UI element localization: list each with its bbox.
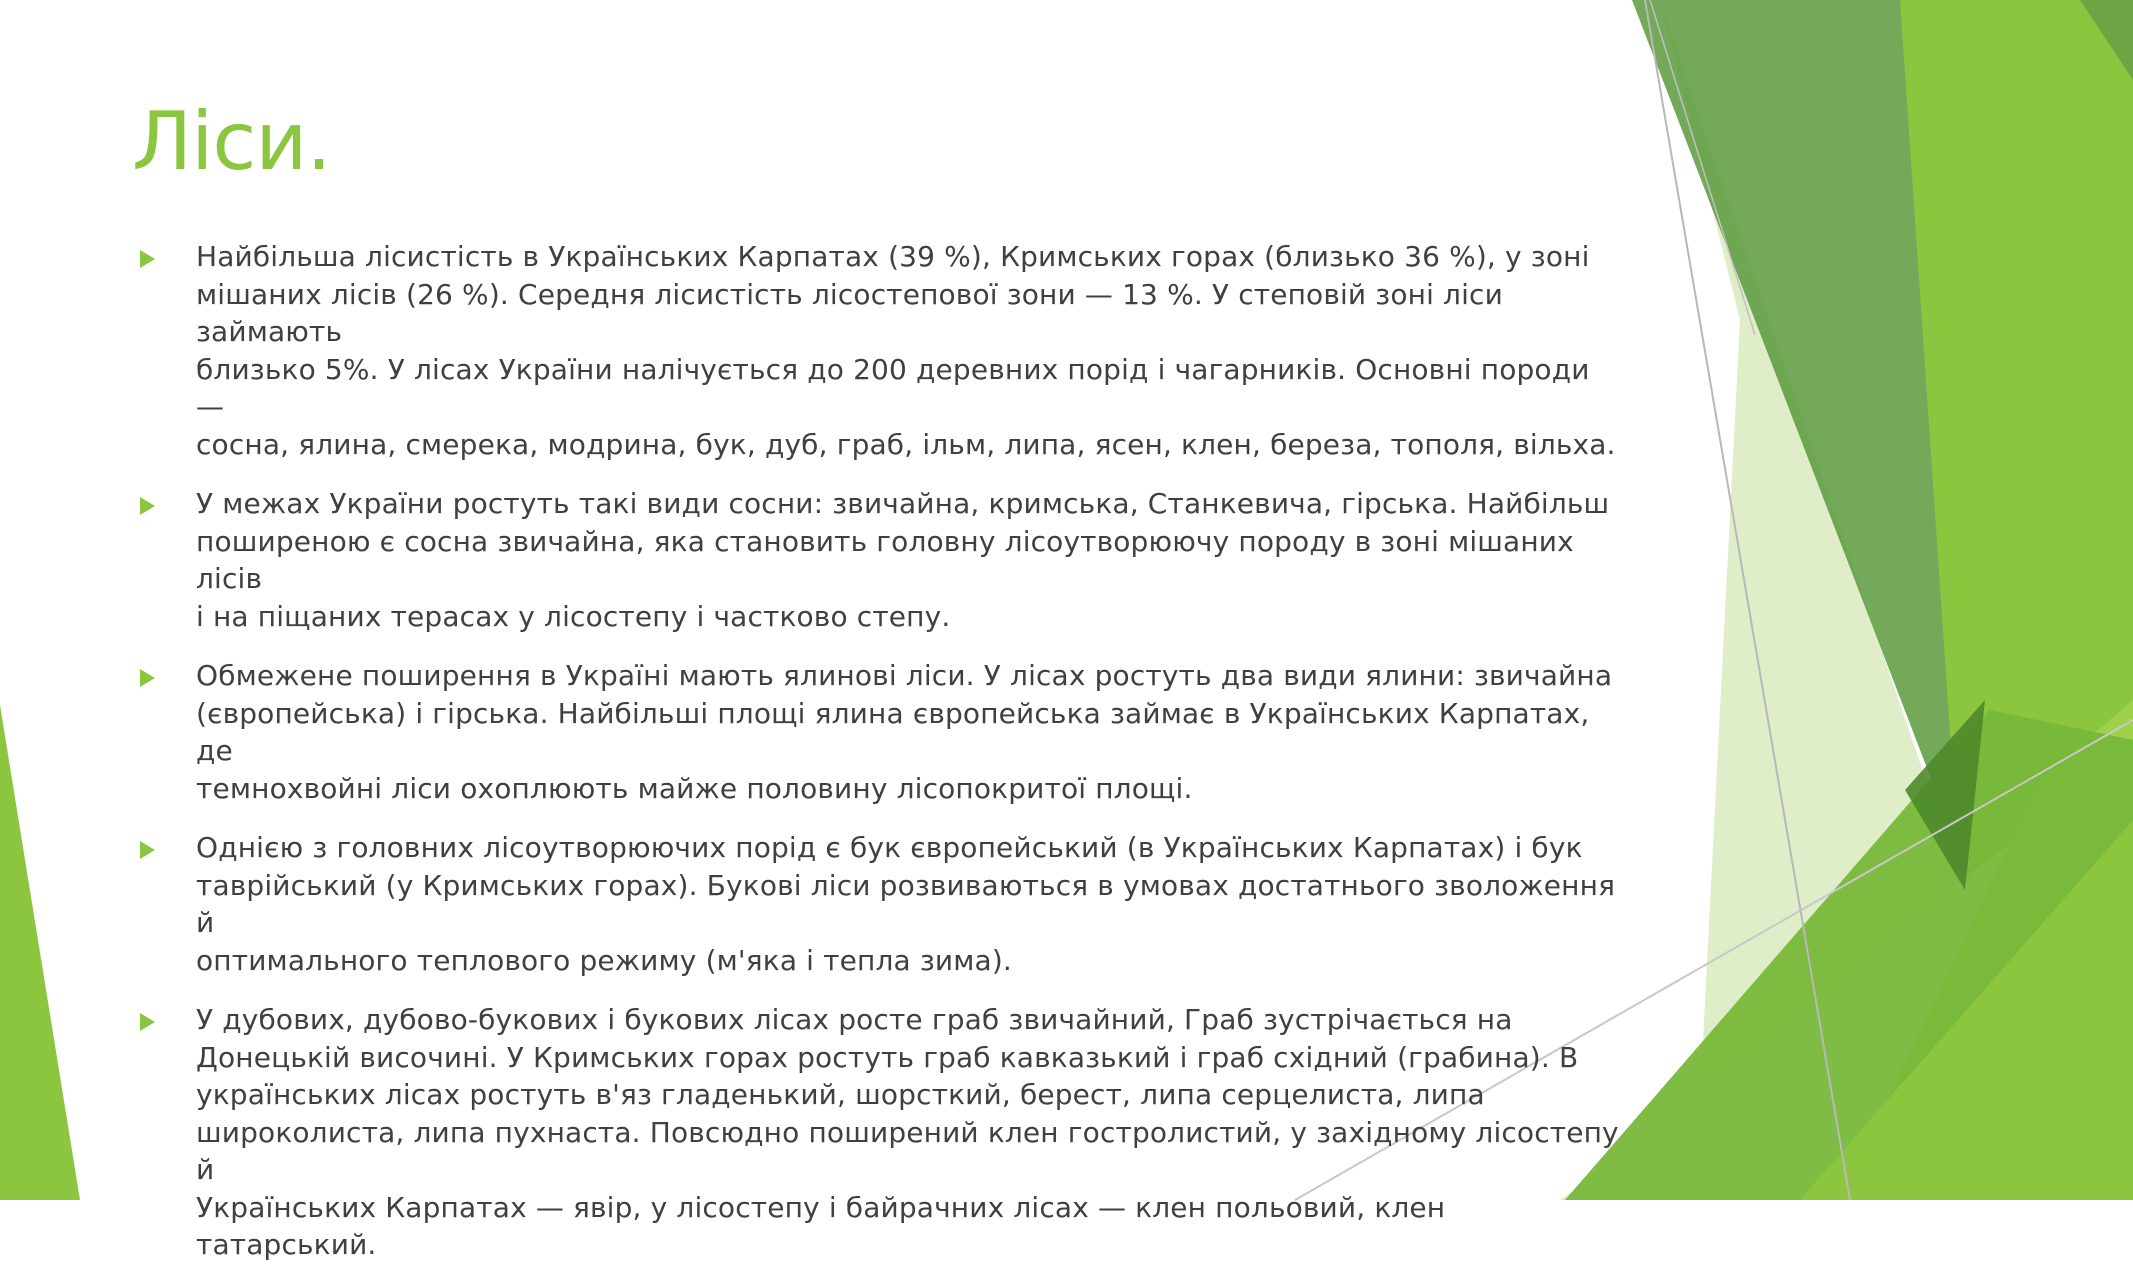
- bullet-line: поширеною є сосна звичайна, яка становить головну лісоутворюючу породу в зоні мішаних лісів: [196, 524, 1574, 595]
- bullet-line: У межах України ростуть такі види сосни: звичайна, кримська, Станкевича, гірська. Найбільш: [196, 487, 1610, 520]
- bullet-line: мішаних лісів (26 %). Середня лісистість лісостепової зони — 13 %. У степовій зоні ліси займають: [196, 277, 1503, 348]
- triangle-bullet-icon: [140, 250, 155, 268]
- triangle-bullet-icon: [140, 1013, 155, 1031]
- bullet-list: [140, 238, 1620, 1286]
- bullet-line: Донецькій височині. У Кримських горах ростуть граб кавказький і граб східний (грабина). В: [196, 1040, 1579, 1074]
- left-green-sliver: [0, 705, 80, 1200]
- bullet-item-3: [140, 657, 1620, 807]
- bullet-line: сосна, ялина, смерека, модрина, бук, дуб, граб, ільм, липа, ясен, клен, береза, тополя, вільха.: [196, 427, 1616, 461]
- bullet-item-1: [140, 238, 1620, 463]
- triangle-bullet-icon: [140, 669, 155, 687]
- slide-title: Ліси.: [132, 95, 331, 188]
- bullet-line: українських лісах ростуть в'яз гладенький, шорсткий, берест, липа серцелиста, липа: [196, 1078, 1485, 1111]
- bullet-line: темнохвойні ліси охоплюють майже половину лісопокритої площі.: [196, 771, 1193, 805]
- bullet-item-4: [140, 829, 1620, 979]
- bullet-line: Українських Карпатах — явір, у лісостепу і байрачних лісах — клен польовий, клен татарський.: [196, 1190, 1446, 1261]
- bullet-line: і на піщаних терасах у лісостепу і частково степу.: [196, 599, 951, 633]
- triangle-bullet-icon: [140, 497, 155, 515]
- bullet-line: близько 5%. У лісах України налічується до 200 деревних порід і чагарників. Основні породи —: [196, 352, 1590, 423]
- bullet-line: Обмежене поширення в Україні мають ялинові ліси. У лісах ростуть два види ялини: звичайна: [196, 659, 1613, 692]
- bullet-item-2: [140, 485, 1620, 635]
- bullet-line: Однією з головних лісоутворюючих порід є бук європейський (в Українських Карпатах) і бук: [196, 831, 1583, 864]
- bullet-line: (європейська) і гірська. Найбільші площі ялина європейська займає в Українських Карпатах, де: [196, 696, 1590, 767]
- bullet-item-5: [140, 1001, 1620, 1264]
- bullet-line: таврійський (у Кримських горах). Букові ліси розвиваються в умовах достатнього зволоження й: [196, 868, 1616, 939]
- bullet-line: оптимального теплового режиму (м'яка і тепла зима).: [196, 943, 1012, 977]
- bullet-line: широколиста, липа пухнаста. Повсюдно поширений клен гостролистий, у західному лісостепу й: [196, 1115, 1619, 1186]
- bullet-line: У дубових, дубово-букових і букових лісах росте граб звичайний, Граб зустрічається на: [196, 1003, 1513, 1036]
- bullet-line: Найбільша лісистість в Українських Карпатах (39 %), Кримських горах (близько 36 %), у зоні: [196, 240, 1590, 273]
- triangle-bullet-icon: [140, 841, 155, 859]
